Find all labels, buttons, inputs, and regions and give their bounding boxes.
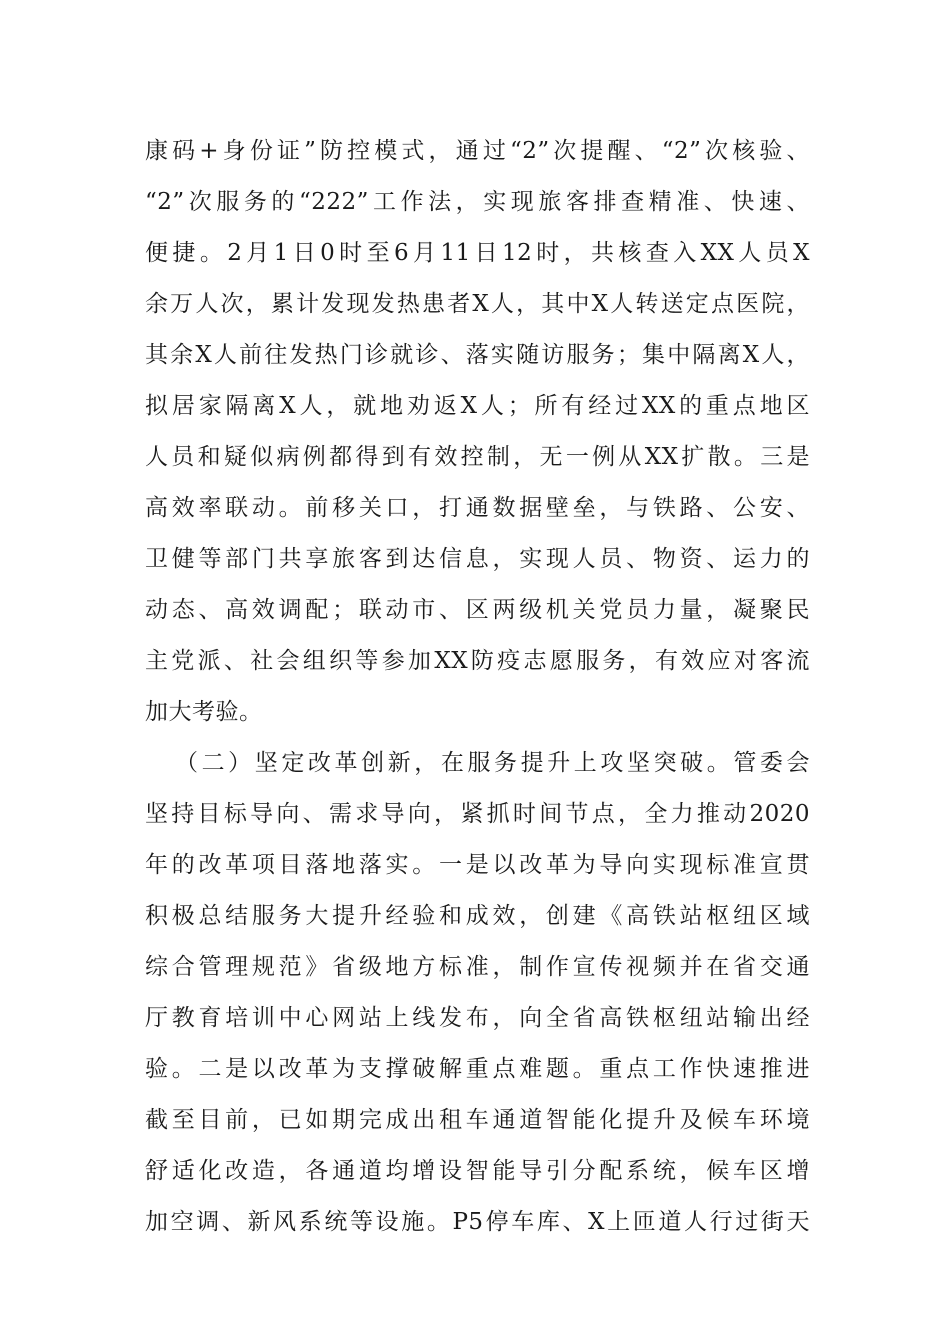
text-line: 坚持目标导向、需求导向，紧抓时间节点，全力推动2020: [145, 801, 810, 827]
text-line: 厅教育培训中心网站上线发布，向全省高铁枢纽站输出经: [145, 1005, 810, 1031]
section-heading-line: （二）坚定改革创新，在服务提升上攻坚突破。管委会: [175, 750, 810, 776]
text-line: 余万人次，累计发现发热患者X人，其中X人转送定点医院，: [145, 291, 810, 317]
text-line: 拟居家隔离X人，就地劝返X人；所有经过XX的重点地区: [145, 393, 810, 419]
body-text: [145, 126, 810, 1248]
text-line: 年的改革项目落地落实。一是以改革为导向实现标准宣贯: [145, 852, 810, 878]
text-line: 加空调、新风系统等设施。P5停车库、X上匝道人行过街天: [145, 1209, 810, 1235]
text-line: 高效率联动。前移关口，打通数据壁垒，与铁路、公安、: [145, 495, 810, 521]
text-line: 主党派、社会组织等参加XX防疫志愿服务，有效应对客流: [145, 648, 810, 674]
text-line: 截至目前，已如期完成出租车通道智能化提升及候车环境: [145, 1107, 810, 1133]
text-line: 验。二是以改革为支撑破解重点难题。重点工作快速推进: [145, 1056, 810, 1082]
text-line: 便捷。2月1日0时至6月11日12时，共核查入XX人员X: [145, 240, 810, 266]
text-line: 舒适化改造，各通道均增设智能导引分配系统，候车区增: [145, 1158, 810, 1184]
text-line: 卫健等部门共享旅客到达信息，实现人员、物资、运力的: [145, 546, 810, 572]
text-line: 综合管理规范》省级地方标准，制作宣传视频并在省交通: [145, 954, 810, 980]
text-line: 加大考验。: [145, 699, 263, 725]
text-line: 其余X人前往发热门诊就诊、落实随访服务；集中隔离X人，: [145, 342, 810, 368]
text-line: 积极总结服务大提升经验和成效，创建《高铁站枢纽区域: [145, 903, 810, 929]
text-line: “2”次服务的“222”工作法，实现旅客排查精准、快速、: [145, 189, 810, 215]
text-line: 动态、高效调配；联动市、区两级机关党员力量，凝聚民: [145, 597, 810, 623]
text-line: 康码+身份证”防控模式，通过“2”次提醒、“2”次核验、: [145, 138, 810, 164]
text-line: 人员和疑似病例都得到有效控制，无一例从XX扩散。三是: [145, 444, 810, 470]
